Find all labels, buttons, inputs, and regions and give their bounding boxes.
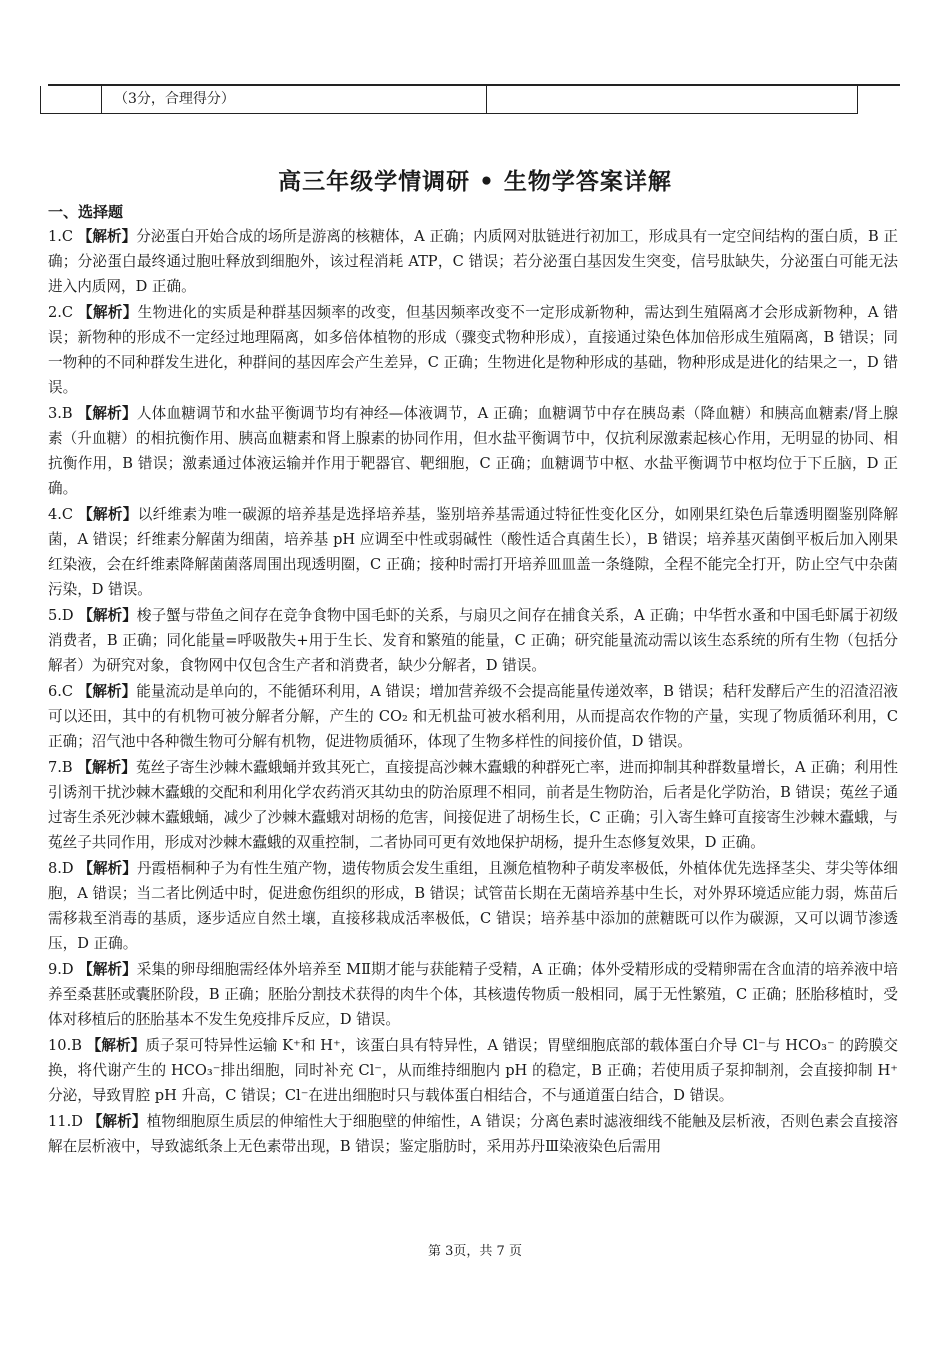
answer-text: 梭子蟹与带鱼之间存在竞争食物中国毛虾的关系，与扇贝之间存在捕食关系，A 正确；中华哲水蚤和中国毛虾属于初级消费者，B 正确；同化能量=呼吸散失+用于生长、发育和繁殖的能量，C 正确；研究能量流动需以该生态系统的所有生物（包括分解者）为研究对象，食物网中仅包含生产者和消费者，缺少分解者，D 错误。 bbox=[48, 607, 898, 675]
analysis-tag: 【解析】 bbox=[78, 607, 137, 625]
answer-text: 人体血糖调节和水盐平衡调节均有神经—体液调节，A 正确；血糖调节中存在胰岛素（降血糖）和胰高血糖素/肾上腺素（升血糖）的相抗衡作用、胰高血糖素和肾上腺素的协同作用，但水盐平衡调节中，仅抗利尿激素起核心作用，无明显的协同、相抗衡作用，B 错误；激素通过体液运输并作用于靶器官、靶细胞，C 正确；血糖调节中枢、水盐平衡调节中枢均位于下丘脑，D 正确。 bbox=[48, 405, 898, 498]
answer-text: 丹霞梧桐种子为有性生殖产物，遗传物质会发生重组，且濒危植物种子萌发率极低，外植体优先选择茎尖、芽尖等体细胞，A 错误；当二者比例适中时，促进愈伤组织的形成，B 错误；试管苗长期在无菌培养基中生长，对外界环境适应能力弱，炼苗后需移栽至消毒的基质，逐步适应自然土壤，直接移栽成活率极低，C 错误；培养基中添加的蔗糖既可以作为碳源，又可以调节渗透压，D 正确。 bbox=[48, 860, 898, 953]
analysis-tag: 【解析】 bbox=[86, 1037, 146, 1055]
answer-number: 5.D bbox=[48, 607, 74, 625]
analysis-tag: 【解析】 bbox=[77, 405, 137, 423]
answer-text: 以纤维素为唯一碳源的培养基是选择培养基，鉴别培养基需通过特征性变化区分，如刚果红染色后靠透明圈鉴别降解菌，A 错误；纤维素分解菌为细菌，培养基 pH 应调至中性或弱碱性（酸性适合真菌生长），B 错误；培养基灭菌倒平板后加入刚果红染液，会在纤维素降解菌菌落周围出现透明圈，C 正确；接种时需打开培养皿皿盖一条缝隙，全程不能完全打开，防止空气中杂菌污染，D 错误。 bbox=[48, 506, 898, 599]
answer-number: 8.D bbox=[48, 860, 74, 878]
answer-item bbox=[48, 1109, 898, 1159]
answer-item bbox=[48, 1033, 898, 1108]
answer-number: 2.C bbox=[48, 303, 74, 321]
answer-text: 植物细胞原生质层的伸缩性大于细胞壁的伸缩性，A 错误；分离色素时滤液细线不能触及层析液，否则色素会直接溶解在层析液中，导致滤纸条上无色素带出现，B 错误；鉴定脂肪时，采用苏丹Ⅲ染液染色后需用 bbox=[48, 1113, 898, 1156]
analysis-tag: 【解析】 bbox=[77, 228, 137, 245]
analysis-tag: 【解析】 bbox=[77, 759, 136, 777]
section-heading: 一、选择题 bbox=[48, 203, 124, 221]
analysis-tag: 【解析】 bbox=[78, 860, 137, 878]
score-table-row bbox=[40, 86, 858, 114]
analysis-tag: 【解析】 bbox=[87, 1113, 147, 1131]
answer-text: 生物进化的实质是种群基因频率的改变，但基因频率改变不一定形成新物种，需达到生殖隔离才会形成新物种，A 错误；新物种的形成不一定经过地理隔离，如多倍体植物的形成（骤变式物种形成），直接通过染色体加倍形成生殖隔离，B 错误；同一物种的不同种群发生进化，种群间的基因库会产生差异，C 正确；生物进化是物种形成的基础，物种形成是进化的结果之一，D 错误。 bbox=[48, 303, 898, 397]
answer-item bbox=[48, 300, 898, 400]
answer-item bbox=[48, 603, 898, 678]
answer-text: 分泌蛋白开始合成的场所是游离的核糖体，A 正确；内质网对肽链进行初加工，形成具有一定空间结构的蛋白质，B 正确；分泌蛋白最终通过胞吐释放到细胞外，该过程消耗 ATP，C 错误；若分泌蛋白基因发生突变，信号肽缺失，分泌蛋白可能无法进入内质网，D 正确。 bbox=[48, 228, 898, 296]
answer-list bbox=[48, 224, 898, 1160]
answer-text: 质子泵可特异性运输 K⁺和 H⁺，该蛋白具有特异性，A 错误；胃壁细胞底部的载体蛋白介导 Cl⁻与 HCO₃⁻ 的跨膜交换，将代谢产生的 HCO₃⁻排出细胞，同时补充 Cl⁻，从而维持细胞内 pH 的稳定，B 正确；若使用质子泵抑制剂，会直接抑制 H⁺分泌，导致胃腔 pH 升高，C 错误；Cl⁻在进出细胞时只与载体蛋白相结合，不与通道蛋白结合，D 错误。 bbox=[48, 1037, 899, 1105]
answer-text: 菟丝子寄生沙棘木蠹蛾蛹并致其死亡，直接提高沙棘木蠹蛾的种群死亡率，进而抑制其种群数量增长，A 正确；利用性引诱剂干扰沙棘木蠹蛾的交配和利用化学农药消灭其幼虫的防治原理不相同，前者是生物防治，后者是化学防治，B 错误；菟丝子通过寄生杀死沙棘木蠹蛾蛹，减少了沙棘木蠹蛾对胡杨的危害，间接促进了胡杨生长，C 正确；引入寄生蜂可直接寄生沙棘木蠹蛾，与菟丝子共同作用，形成对沙棘木蠹蛾的双重控制，二者协同可更有效地保护胡杨，提升生态修复效果，D 正确。 bbox=[48, 759, 899, 852]
answer-number: 11.D bbox=[48, 1113, 83, 1131]
analysis-tag: 【解析】 bbox=[77, 683, 137, 701]
score-cell-text: （3分，合理得分） bbox=[102, 86, 487, 113]
answer-item bbox=[48, 679, 898, 754]
score-cell-empty bbox=[41, 86, 102, 113]
answer-item bbox=[48, 957, 898, 1032]
answer-number: 7.B bbox=[48, 759, 73, 777]
answer-text: 采集的卵母细胞需经体外培养至 MⅡ期才能与获能精子受精，A 正确；体外受精形成的受精卵需在含血清的培养液中培养至桑葚胚或囊胚阶段，B 正确；胚胎分割技术获得的肉牛个体，其核遗传物质一般相同，属于无性繁殖，C 正确；胚胎移植时，受体对移植后的胚胎基本不发生免疫排斥反应，D 错误。 bbox=[48, 961, 898, 1029]
answer-item bbox=[48, 401, 898, 501]
analysis-tag: 【解析】 bbox=[78, 303, 138, 321]
analysis-tag: 【解析】 bbox=[78, 506, 138, 524]
answer-number: 9.D bbox=[48, 961, 74, 979]
answer-item bbox=[48, 502, 898, 602]
score-cell-blank bbox=[487, 86, 857, 113]
answer-number: 6.C bbox=[48, 683, 74, 701]
page-footer: 第 3页，共 7 页 bbox=[428, 1244, 522, 1259]
answer-number: 10.B bbox=[48, 1037, 82, 1055]
page-title: 高三年级学情调研 • 生物学答案详解 bbox=[278, 169, 672, 195]
answer-number: 3.B bbox=[48, 405, 73, 423]
answer-item bbox=[48, 856, 898, 956]
answer-text: 能量流动是单向的，不能循环利用，A 错误；增加营养级不会提高能量传递效率，B 错误；秸秆发酵后产生的沼渣沼液可以还田，其中的有机物可被分解者分解，产生的 CO₂ 和无机盐可被水稻利用，从而提高农作物的产量，实现了物质循环利用，C 正确；沼气池中各种微生物可分解有机物，促进物质循环，体现了生物多样性的间接价值，D 错误。 bbox=[48, 683, 898, 751]
answer-number: 1.C bbox=[48, 228, 74, 245]
analysis-tag: 【解析】 bbox=[78, 961, 137, 979]
answer-item bbox=[48, 224, 898, 299]
answer-item bbox=[48, 755, 898, 855]
answer-number: 4.C bbox=[48, 506, 74, 524]
